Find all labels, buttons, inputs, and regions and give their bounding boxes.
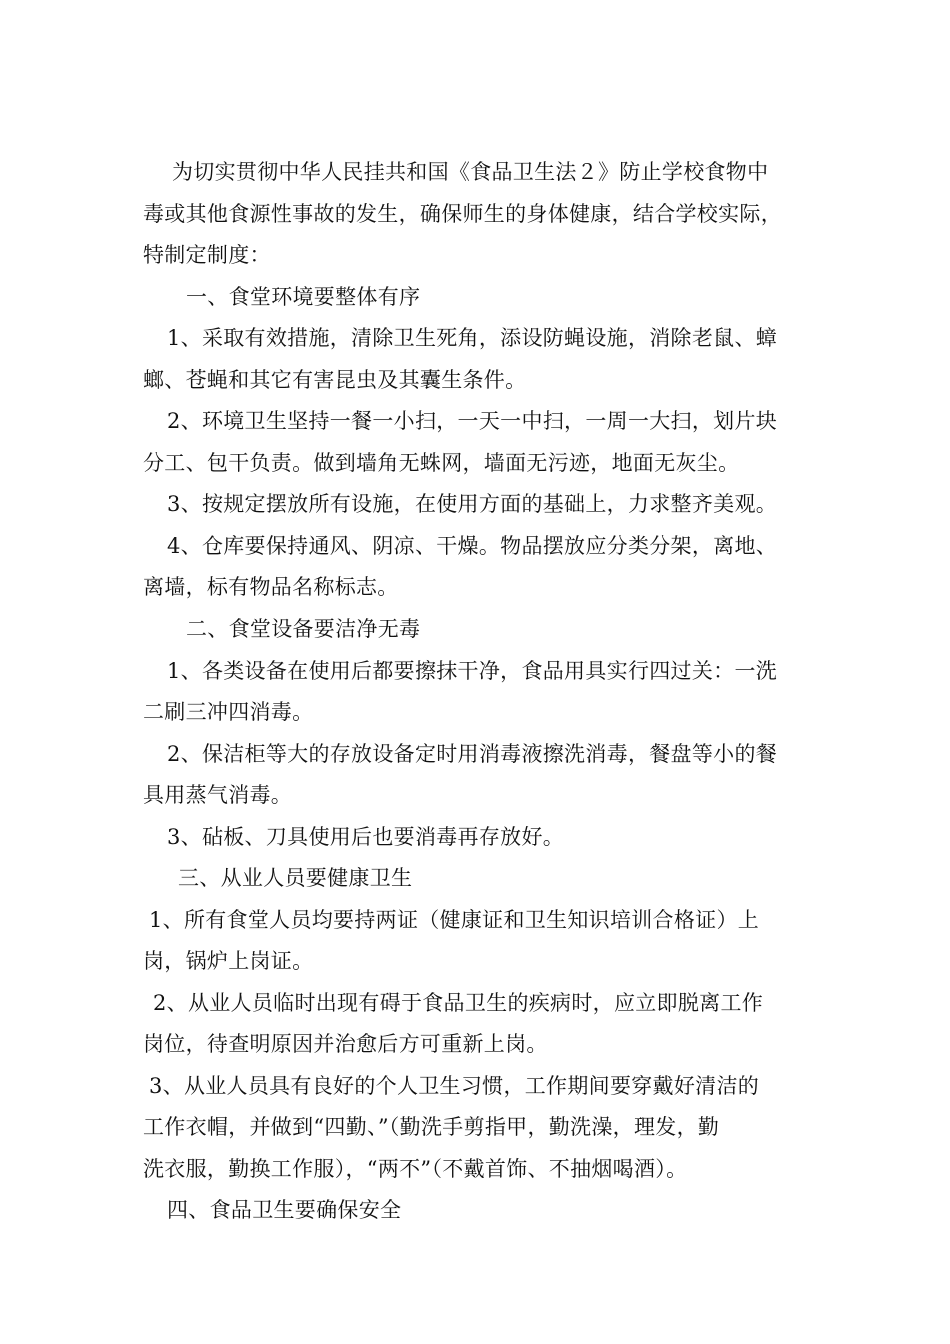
section-heading-4: 四、食品卫生要确保安全 xyxy=(167,1198,402,1222)
item-3-1-line-1: 1、所有食堂人员均要持两证（健康证和卫生知识培训合格证）上 xyxy=(149,908,760,932)
item-3-2-line-2: 岗位，待查明原因并治愈后方可重新上岗。 xyxy=(143,1032,548,1056)
item-1-4-line-2: 离墙，标有物品名称标志。 xyxy=(143,575,399,599)
section-heading-2: 二、食堂设备要洁净无毒 xyxy=(186,617,421,641)
item-2-1-line-2: 二刷三冲四消毒。 xyxy=(143,700,314,724)
item-3-2-line-1: 2、从业人员临时出现有碍于食品卫生的疾病时，应立即脱离工作 xyxy=(153,991,764,1015)
item-3-1-line-2: 岗，锅炉上岗证。 xyxy=(143,949,314,973)
item-1-4-line-1: 4、仓库要保持通风、阴凉、干燥。物品摆放应分类分架，离地、 xyxy=(167,534,778,558)
item-1-1-line-2: 螂、苍蝇和其它有害昆虫及其囊生条件。 xyxy=(143,368,527,392)
section-heading-3: 三、从业人员要健康卫生 xyxy=(178,866,413,890)
item-3-3-line-1: 3、从业人员具有良好的个人卫生习惯，工作期间要穿戴好清洁的 xyxy=(149,1074,760,1098)
item-2-1-line-1: 1、各类设备在使用后都要擦抹干净，食品用具实行四过关：一洗 xyxy=(167,659,778,683)
item-2-3: 3、砧板、刀具使用后也要消毒再存放好。 xyxy=(167,825,565,849)
intro-line-1: 为切实贯彻中华人民挂共和国《食品卫生法２》防止学校食物中 xyxy=(172,160,769,184)
item-3-3-line-3: 洗衣服，勤换工作服），“两不”（不戴首饰、不抽烟喝酒）。 xyxy=(143,1157,688,1181)
item-1-1-line-1: 1、采取有效措施，清除卫生死角，添设防蝇设施，消除老鼠、蟑 xyxy=(167,326,778,350)
intro-line-3: 特制定制度： xyxy=(143,243,271,267)
item-1-2-line-2: 分工、包干负责。做到墙角无蛛网，墙面无污迹，地面无灰尘。 xyxy=(143,451,740,475)
item-1-2-line-1: 2、环境卫生坚持一餐一小扫，一天一中扫，一周一大扫，划片块 xyxy=(167,409,778,433)
section-heading-1: 一、食堂环境要整体有序 xyxy=(186,285,421,309)
intro-line-2: 毒或其他食源性事故的发生，确保师生的身体健康，结合学校实际， xyxy=(143,202,782,226)
item-2-2-line-1: 2、保洁柜等大的存放设备定时用消毒液擦洗消毒，餐盘等小的餐 xyxy=(167,742,778,766)
item-1-3: 3、按规定摆放所有设施，在使用方面的基础上，力求整齐美观。 xyxy=(167,492,778,516)
item-3-3-line-2: 工作衣帽，并做到“四勤、”（勤洗手剪指甲，勤洗澡，理发，勤 xyxy=(143,1115,720,1139)
item-2-2-line-2: 具用蒸气消毒。 xyxy=(143,783,293,807)
